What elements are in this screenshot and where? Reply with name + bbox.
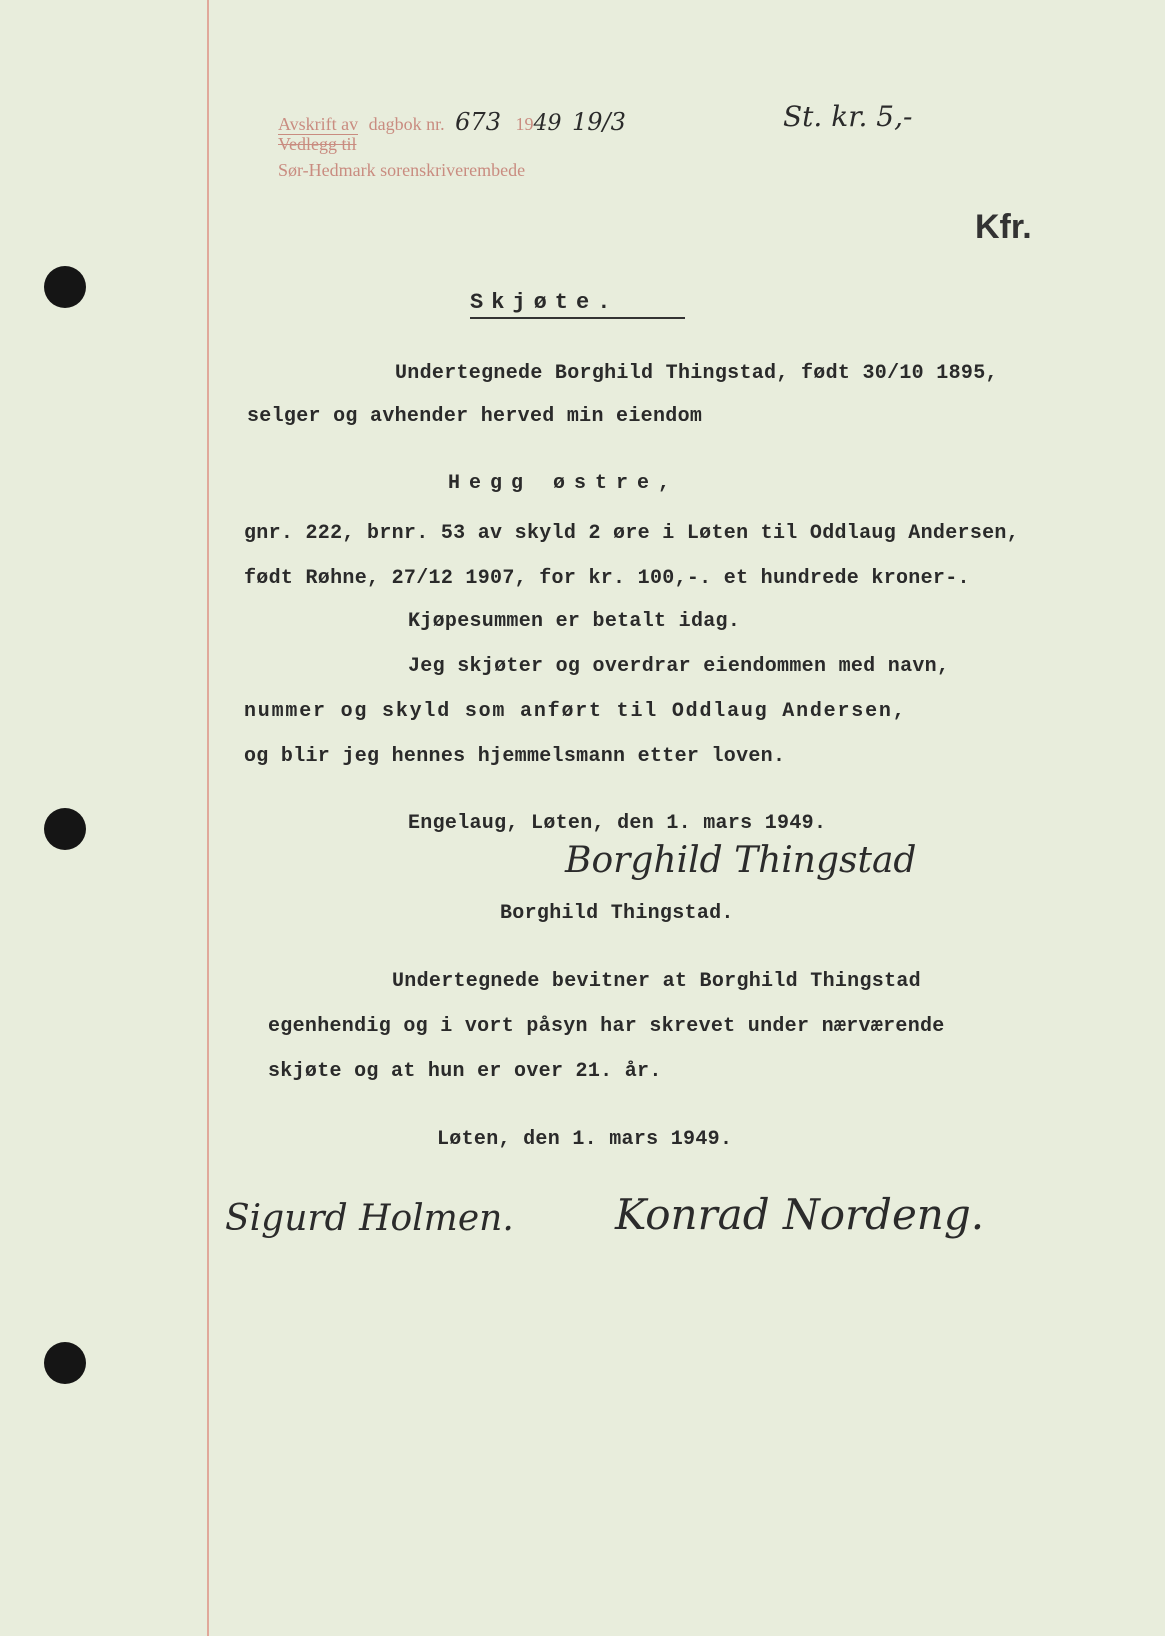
seller-signature: Borghild Thingstad xyxy=(565,840,917,881)
witness-signature-1: Sigurd Holmen. xyxy=(225,1198,514,1239)
place-date-1: Engelaug, Løten, den 1. mars 1949. xyxy=(408,812,827,835)
stamp-date: 19/3 xyxy=(571,108,626,136)
text-line-witness-1: Undertegnede bevitner at Borghild Thingstad xyxy=(392,970,921,993)
punch-hole-middle xyxy=(44,808,86,850)
text-line-p4-1: Jeg skjøter og overdrar eiendommen med navn, xyxy=(408,655,950,678)
text-line-witness-2: egenhendig og i vort påsyn har skrevet under nærværende xyxy=(268,1015,945,1038)
punch-hole-bottom xyxy=(44,1342,86,1384)
year-suffix: 49 xyxy=(533,111,562,136)
stamp-struck-line: Vedlegg til xyxy=(278,134,357,154)
stamp-mid: dagbok nr. xyxy=(368,114,445,134)
seller-typed-name: Borghild Thingstad. xyxy=(500,902,734,925)
text-line-p4-3: og blir jeg hennes hjemmelsmann etter loven. xyxy=(244,745,786,768)
stamp-office: Sør-Hedmark sorenskriverembede xyxy=(278,160,526,180)
dagbok-number: 673 xyxy=(455,108,501,136)
text-line-p4-2: nummer og skyld som anført til Oddlaug Andersen, xyxy=(244,700,907,723)
text-line-p2-2: født Røhne, 27/12 1907, for kr. 100,-. et hundrede kroner-. xyxy=(244,567,970,590)
text-line-p2-1: gnr. 222, brnr. 53 av skyld 2 øre i Løten til Oddlaug Andersen, xyxy=(244,522,1020,545)
text-line-p1-2: selger og avhender herved min eiendom xyxy=(247,405,703,428)
witness-signature-2: Konrad Nordeng. xyxy=(615,1190,985,1239)
fee-note: St. kr. 5,- xyxy=(783,100,913,133)
kfr-mark: Kfr. xyxy=(975,208,1032,246)
place-date-2: Løten, den 1. mars 1949. xyxy=(437,1128,733,1151)
text-line-witness-3: skjøte og at hun er over 21. år. xyxy=(268,1060,662,1083)
document-title: Skjøte. xyxy=(470,290,619,315)
property-name: Hegg østre, xyxy=(448,472,680,495)
stamp-prefix: Avskrift av xyxy=(278,114,359,134)
year-prefix: 19 xyxy=(515,114,534,134)
title-underline xyxy=(470,317,685,319)
punch-hole-top xyxy=(44,266,86,308)
text-line-p1-1: Undertegnede Borghild Thingstad, født 30/10 1895, xyxy=(395,362,998,385)
registration-stamp xyxy=(278,108,626,136)
margin-line xyxy=(207,0,209,1636)
text-line-p3: Kjøpesummen er betalt idag. xyxy=(408,610,741,633)
